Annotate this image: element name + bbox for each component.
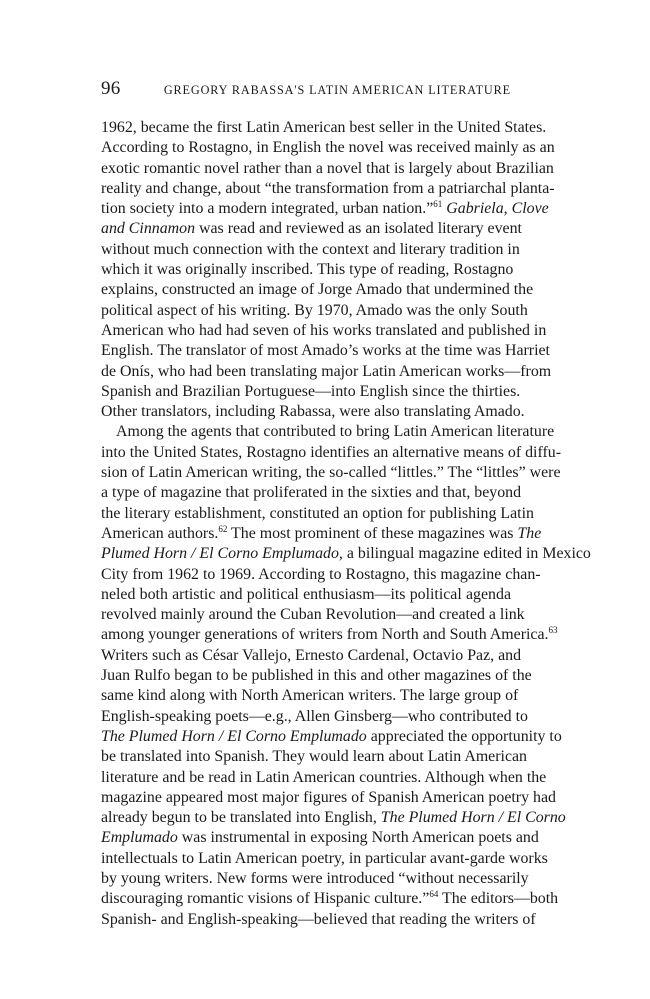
text-run: a bilingual magazine edited in Mexico	[342, 545, 591, 563]
text-line	[101, 483, 522, 503]
text-line	[101, 585, 511, 605]
text-run: the literary establishment, constituted an option for publishing Latin	[101, 504, 534, 522]
text-line	[101, 463, 561, 483]
text-run: 1962, became the first Latin American best seller in the United States.	[101, 119, 547, 136]
text-run: explains, constructed an image of Jorge Amado that undermined the	[101, 281, 534, 299]
text-run: revolved mainly around the Cuban Revolution—and created a link	[101, 606, 525, 624]
footnote-marker: 64	[429, 889, 439, 900]
text-run: without much connection with the context and literary tradition in	[101, 240, 520, 258]
text-run: which it was originally inscribed. This type of reading, Rostagno	[101, 261, 514, 279]
text-run: reality and change, about “the transformation from a patriarchal planta-	[101, 179, 555, 197]
text-line	[101, 849, 548, 869]
text-line	[101, 301, 528, 321]
text-line	[101, 768, 547, 788]
text-run: neled both artistic and political enthusiasm—its political agenda	[101, 585, 511, 603]
text-run: intellectuals to Latin American poetry, in particular avant-garde works	[101, 849, 548, 867]
text-run: a type of magazine that proliferated in the sixties and that, beyond	[101, 484, 522, 502]
text-run: among younger generations of writers from North and South America.	[101, 626, 549, 644]
text-line	[101, 118, 547, 138]
text-run: political aspect of his writing. By 1970, Amado was the only South	[101, 301, 528, 319]
text-line	[101, 747, 527, 767]
text-line	[101, 240, 520, 260]
text-line	[101, 260, 514, 280]
text-line	[101, 159, 554, 179]
text-run: discouraging romantic visions of Hispanic culture.”	[101, 890, 430, 908]
text-run: The editors—both	[438, 890, 559, 908]
italic-title: The Plumed Horn / El Corno Emplumado	[101, 727, 367, 745]
footnote-marker: 62	[218, 523, 228, 534]
text-run: The most prominent of these magazines was	[227, 524, 518, 542]
text-line	[101, 199, 549, 219]
text-run: literature and be read in Latin American countries. Although when the	[101, 768, 547, 786]
body-text	[101, 118, 591, 930]
text-run: City from 1962 to 1969. According to Rostagno, this magazine chan-	[101, 565, 541, 583]
text-run: Other translators, including Rabassa, were also translating Amado.	[101, 403, 525, 421]
text-line	[101, 646, 522, 666]
text-run: by young writers. New forms were introduced “without necessarily	[101, 869, 529, 887]
text-run: According to Rostagno, in English the novel was received mainly as an	[101, 139, 555, 157]
footnote-marker: 63	[548, 625, 558, 636]
italic-title: Emplumado	[101, 829, 178, 847]
text-run: appreciated the opportunity to	[366, 727, 562, 745]
text-run: Among the agents that contributed to bring Latin American literature	[116, 423, 555, 441]
text-run: into the United States, Rostagno identifies an alternative means of diffu-	[101, 443, 561, 461]
text-line	[101, 889, 559, 909]
text-line	[101, 382, 521, 402]
text-run: same kind along with North American writers. The large group of	[101, 687, 519, 705]
text-line	[101, 280, 534, 300]
italic-title: Gabriela, Clove	[446, 200, 549, 218]
italic-title: and Cinnamon	[101, 220, 196, 238]
text-line	[101, 504, 534, 524]
text-line	[101, 565, 541, 585]
text-line	[101, 219, 522, 239]
text-line	[101, 544, 591, 564]
text-line	[101, 666, 532, 686]
text-line	[101, 727, 562, 747]
text-run: was instrumental in exposing North American poets and	[177, 829, 539, 847]
text-line	[101, 707, 528, 727]
text-run: American who had had seven of his works translated and published in	[101, 321, 547, 339]
footnote-marker: 61	[433, 199, 443, 210]
text-line	[101, 808, 566, 828]
text-line	[101, 828, 539, 848]
text-line	[101, 788, 556, 808]
text-run: English-speaking poets—e.g., Allen Ginsberg—who contributed to	[101, 707, 528, 725]
text-line	[101, 362, 552, 382]
text-run: exotic romantic novel rather than a novel that is largely about Brazilian	[101, 159, 554, 177]
text-run: tion society into a modern integrated, urban nation.”	[101, 200, 434, 218]
text-run: Writers such as César Vallejo, Ernesto Cardenal, Octavio Paz, and	[101, 646, 522, 664]
text-run: Spanish- and English-speaking—believed that reading the writers of	[101, 910, 536, 928]
text-run: sion of Latin American writing, the so-called “littles.” The “littles” were	[101, 464, 561, 482]
text-line	[101, 523, 542, 544]
text-line	[101, 625, 558, 645]
text-line	[101, 422, 555, 442]
running-head: GREGORY RABASSA'S LATIN AMERICAN LITERATURE	[163, 83, 511, 97]
text-line	[101, 443, 561, 463]
text-run: magazine appeared most major figures of Spanish American poetry had	[101, 788, 556, 806]
page-number: 96	[101, 78, 121, 99]
text-run: was read and reviewed as an isolated literary event	[195, 220, 522, 238]
text-run: English. The translator of most Amado’s works at the time was Harriet	[101, 342, 550, 360]
text-line	[101, 341, 550, 361]
text-line	[101, 402, 525, 422]
text-run: de Onís, who had been translating major Latin American works—from	[101, 362, 552, 380]
text-line	[101, 869, 529, 889]
page-header	[101, 78, 511, 100]
text-line	[101, 605, 525, 625]
text-line	[101, 321, 547, 341]
text-run: already begun to be translated into English,	[101, 809, 381, 827]
text-run: American authors.	[101, 524, 219, 542]
text-run: Spanish and Brazilian Portuguese—into English since the thirties.	[101, 382, 521, 400]
italic-title: Plumed Horn / El Corno Emplumado,	[101, 545, 343, 563]
italic-title: The	[517, 524, 542, 542]
italic-title: The Plumed Horn / El Corno	[380, 809, 566, 827]
text-run: be translated into Spanish. They would learn about Latin American	[101, 748, 527, 766]
text-line	[101, 138, 555, 158]
text-run: Juan Rulfo began to be published in this and other magazines of the	[101, 667, 532, 685]
text-line	[101, 910, 536, 930]
text-line	[101, 686, 519, 706]
text-line	[101, 179, 555, 199]
